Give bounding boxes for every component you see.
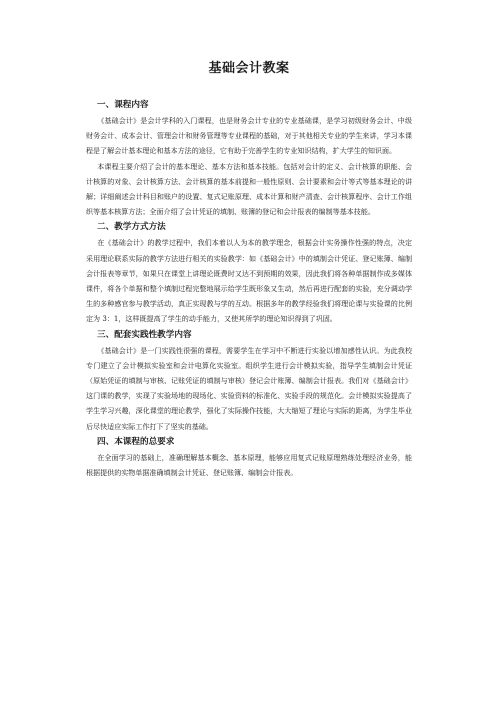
section-course-content bbox=[86, 99, 412, 219]
section-practical-content bbox=[86, 329, 412, 434]
paragraph: 《基础会计》是会计学科的入门课程，也是财务会计专业的专业基础课，是学习初级财务会计、中级财务会计、成本会计、管理会计和财务管理等专业课程的基础，对于其他相关专业的学生来讲，学习本课程是了解会计基本理论和基本方法的途径，它有助于完善学生的专业知识结构，扩大学生的知识面。 bbox=[86, 116, 412, 156]
paragraph: 在全面学习的基础上，准确理解基本概念、基本原理，能够应用复式记账原理熟练处理经济业务，能根据提供的实物单据准确填制会计凭证、登记账簿、编制会计报表。 bbox=[86, 452, 412, 478]
paragraph: 《基础会计》是一门实践性很强的课程，需要学生在学习中不断进行实验以增加感性认识。为此我校专门建立了会计模拟实验室和会计电算化实验室。组织学生进行会计模拟实验，指导学生填制会计凭证（原始凭证的填制与审核、记账凭证的填制与审核）登记会计账簿、编制会计报表。我们对《基础会计》这门课的教学，实现了实验场地的现场化、实验资料的标准化、实验手段的规范化。会计模拟实验提高了学生学习兴趣，深化课堂的理论教学，强化了实际操作技能，大大缩短了理论与实际的距离，为学生毕业后尽快适应实际工作打下了坚实的基础。 bbox=[86, 345, 412, 431]
section-overall-requirements bbox=[86, 436, 412, 480]
section-heading: 二、教学方式方法 bbox=[97, 222, 166, 233]
section-heading: 四、本课程的总要求 bbox=[97, 436, 175, 447]
section-heading: 一、课程内容 bbox=[97, 100, 149, 110]
document-page bbox=[86, 60, 412, 482]
document-title: 基础会计教案 bbox=[208, 61, 290, 76]
paragraph: 在《基础会计》的教学过程中，我们本着以人为本的教学理念，根据会计实务操作性强的特点，决定采用理论联系实际的教学方法进行相关的实验教学：如《基础会计》中的填制会计凭证、登记账簿、编制会计报表等章节，如果只在课堂上讲理论既费时又达不到预期的效果，因此我们将各种单据制作成多媒体课件，将各个单据和整个填制过程完整地展示给学生既形象又生动，然后再进行配套的实验，充分调动学生的多种感官参与教学活动，真正实现教与学的互动。根据多年的教学经验我们将理论课与实验课的比例定为 3：1，这样既提高了学生的动手能力，又使其所学的理论知识得到了巩固。 bbox=[86, 238, 412, 324]
section-heading: 三、配套实践性教学内容 bbox=[97, 329, 192, 340]
paragraph: 本课程主要介绍了会计的基本理论、基本方法和基本技能。包括对会计的定义、会计核算的职能、会计核算的对象、会计核算方法、会计核算的基本前提和一般性原则、会计要素和会计等式等基本理论的讲解；详细阐述会计科目和账户的设置、复式记账原理、成本计算和财产清查、会计核算程序、会计工作组织等基本核算方法；全面介绍了会计凭证的填制、账簿的登记和会计报表的编制等基本技能。 bbox=[86, 161, 412, 217]
section-teaching-methods bbox=[86, 221, 412, 326]
